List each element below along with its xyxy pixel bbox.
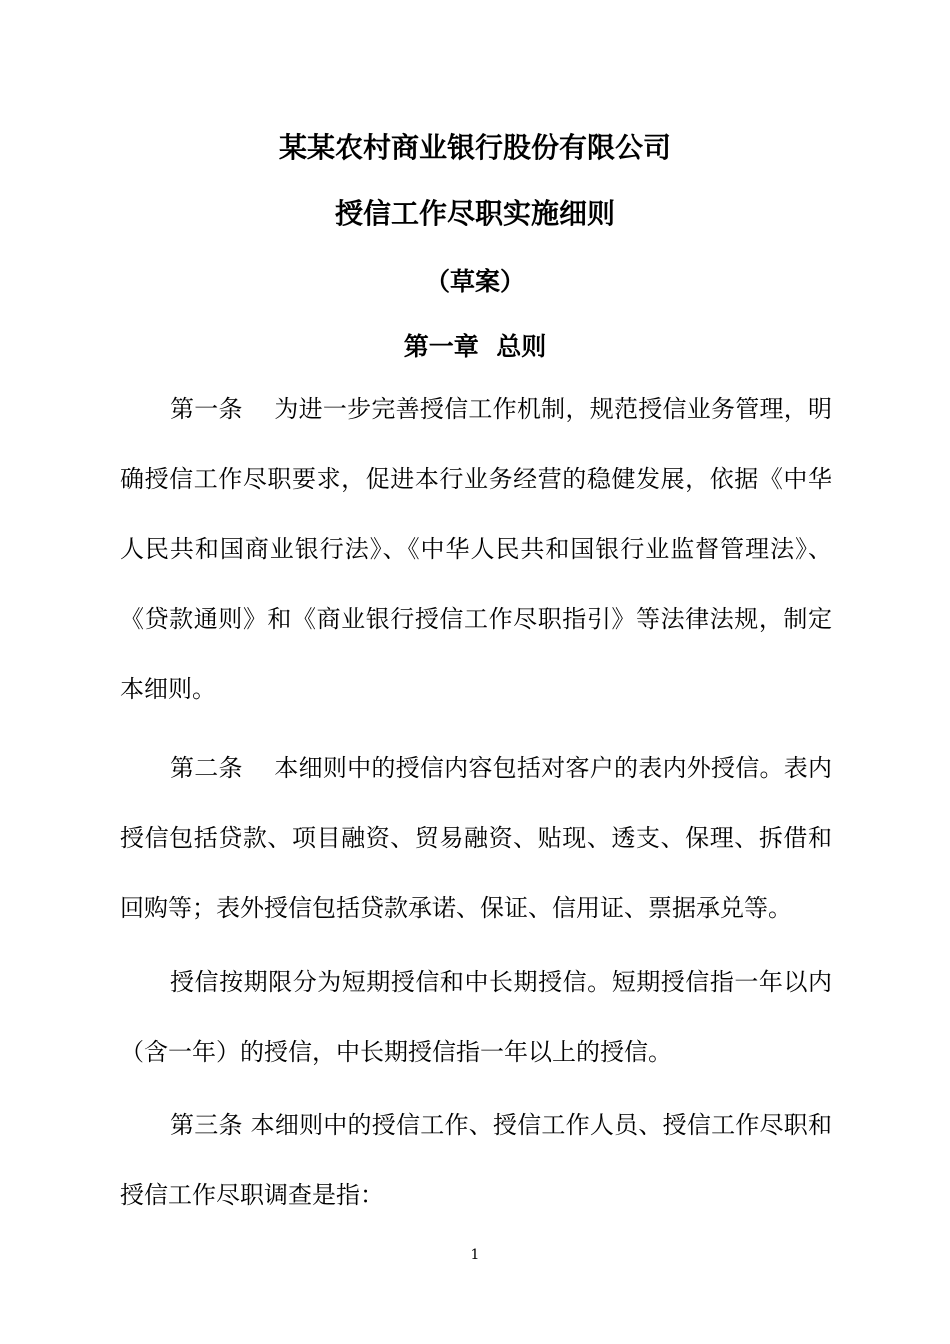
article-3-label: 第三条 [170,1111,243,1139]
article-2-paragraph [120,733,832,943]
article-1-text: 为进一步完善授信工作机制，规范授信业务管理，明确授信工作尽职要求，促进本行业务经营的稳健发展，依据《中华人民共和国商业银行法》、《中华人民共和国银行业监督管理法》、《贷款通则》和《商业银行授信工作尽职指引》等法律法规，制定本细则。 [120,395,833,703]
page-number: 1 [470,1247,480,1263]
article-2-text: 本细则中的授信内容包括对客户的表内外授信。表内授信包括贷款、项目融资、贸易融资、贴现、透支、保理、拆借和回购等；表外授信包括贷款承诺、保证、信用证、票据承兑等。 [120,754,833,922]
article-3-paragraph [120,1090,832,1230]
article-1-label: 第一条 [170,395,243,423]
document-title-line1: 某某农村商业银行股份有限公司 [278,131,671,164]
article-1-paragraph [120,374,832,724]
article-2-gap [243,754,275,782]
credit-term-paragraph [120,947,832,1087]
document-title-draft-label: （草案） [424,267,525,296]
article-3-gap [243,1111,251,1139]
credit-term-text: 授信按期限分为短期授信和中长期授信。短期授信指一年以内（含一年）的授信，中长期授信指一年以上的授信。 [120,968,832,1066]
article-1-gap [243,395,275,423]
document-title-line2: 授信工作尽职实施细则 [334,197,615,230]
article-3-text: 本细则中的授信工作、授信工作人员、授信工作尽职和授信工作尽职调查是指： [120,1111,833,1209]
article-2-label: 第二条 [170,754,243,782]
chapter-heading: 第一章 总则 [403,332,547,361]
